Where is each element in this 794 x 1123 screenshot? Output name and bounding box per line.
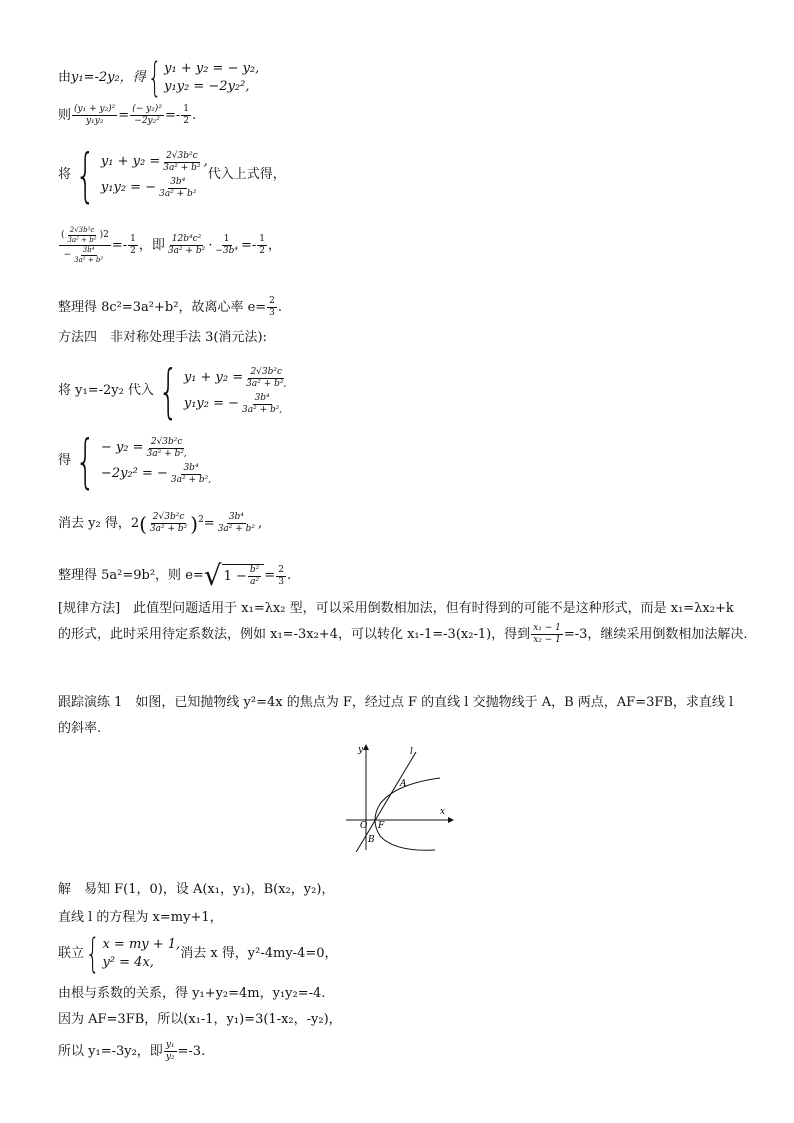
big-fraction: ( $\frac{\text{2√3b²c}}{\text{3a² + b²}}$ ) 2 − $\frac{\text{3b⁴}}{\text{3a² + b²}}$	[61, 226, 109, 264]
equation-system: { y₁ + y₂ = $\frac{\text{2√3b²c}}{\text{3a² + b²,}}$ y₁y₂ = − $\frac{\text{3b⁴}}{\text{3a² + b²,}}$	[158, 357, 287, 425]
solution-line-5: 因为 AF=3FB，所以(x₁-1，y₁)=3(1-x₂，-y₂)，	[58, 1012, 342, 1027]
eq-line-10	[58, 559, 292, 592]
eq-line-4	[58, 226, 281, 265]
label-y: y	[358, 745, 364, 755]
eq-line-9: 消去 y₂ 得，2 ( $\frac{\text{2√3b²c}}{\text{3a² + b²}}$ ) $^2$ = $\frac{\text{3b⁴}}{\text{3a² + b²}}$ ,	[58, 511, 263, 536]
equation-system: { x = my + 1, y² = 4x,	[85, 931, 181, 977]
equation-system: { y₁ + y₂ = − y₂, y₁y₂ = −2y₂²,	[147, 55, 260, 101]
eq-line-8	[58, 427, 214, 495]
system-row: y₁ + y₂ = − y₂,	[164, 61, 260, 76]
y-arrow	[363, 744, 369, 750]
text: 方法四 非对称处理手法 3(消元法):	[58, 330, 267, 345]
text: .	[277, 299, 283, 315]
text: 由	[58, 70, 72, 85]
solution-line-3: 联立 { x = my + 1, y² = 4x, 消去 x 得，y²-4my-4=0，	[58, 931, 338, 977]
label-o: O	[360, 821, 368, 831]
fraction: $\frac{\text{12b⁴c²}}{\text{3a² + b²}}$	[167, 234, 206, 256]
text: ,	[258, 515, 263, 531]
fraction: $\frac{1}{2}$	[130, 234, 136, 256]
text: =	[118, 107, 130, 123]
label-b: B	[368, 835, 375, 845]
text: ，	[268, 237, 282, 253]
fraction: $\frac{\text{2√3b²c}}{\text{3a² + b²}}$	[149, 512, 188, 534]
fraction: $\frac{2}{3}$	[278, 564, 284, 587]
text: .	[191, 107, 197, 123]
solution-line-2: 直线 l 的方程为 x=my+1，	[58, 910, 223, 925]
solution-line-6: 所以 y₁=-3y₂，即 $\frac{\text{y₁}}{\text{y₂}}$ =-3.	[58, 1040, 206, 1062]
text: y₁=-2y₂，得	[71, 70, 146, 85]
text: .	[286, 568, 292, 583]
eq-line-3	[58, 141, 286, 209]
text: =-	[164, 107, 181, 123]
fraction: $\frac{\text{(− y₂)²}}{\text{−2y₂²}}$	[132, 104, 162, 126]
label-f: F	[378, 821, 385, 831]
fraction: $\frac{\text{3b⁴}}{\text{3a² + b²}}$	[217, 512, 256, 534]
equation-system: { y₁ + y₂ = $\frac{\text{2√3b²c}}{\text{3a² + b²}}$ , y₁y₂ = − $\frac{\text{3b⁴}}{\text{3a² + b²}}$	[75, 141, 208, 209]
sqrt-body: 1 − $\frac{\text{b²}}{\text{a²}}$	[222, 564, 265, 588]
fraction: $\frac{\text{(y₁ + y₂)²}}{\text{y₁y₂}}$	[74, 104, 116, 126]
text: =-3，继续采用倒数相加法解决.	[563, 627, 748, 642]
rule-method-paragraph	[58, 596, 748, 648]
line-l	[355, 752, 416, 852]
exercise-paragraph	[58, 690, 748, 742]
text: 整理得 8c²=3a²+b²，故离心率 e=	[58, 299, 267, 315]
text: [规律方法] 此值型问题适用于 x₁=λx₂ 型，可以采用倒数相加法，但有时得到的可能不是这种形式，而是 x₁=λx₂+k 的形式，此时采用待定系数法，例如 x₁=-3x₂+4，可以转化 x₁-1=-3(x₂-1)，得到	[58, 601, 734, 642]
text: 整理得 5a²=9b²，则 e=	[58, 568, 204, 583]
text: 消去 y₂ 得，2	[58, 515, 140, 531]
text: =	[264, 568, 276, 583]
text: 则	[58, 107, 72, 123]
label-l: l	[410, 747, 413, 757]
x-arrow	[448, 817, 454, 823]
text: =-	[240, 237, 257, 253]
eq-line-1	[58, 55, 260, 101]
text: ·	[208, 237, 213, 253]
eq-line-7	[58, 357, 289, 425]
fraction: $\frac{\text{y₁}}{\text{y₂}}$	[165, 1040, 175, 1062]
fraction: $\frac{1}{\text{−3b⁴}}$	[215, 234, 238, 256]
text: ，即	[138, 237, 165, 253]
eq-line-5	[58, 296, 282, 319]
text: 得	[58, 453, 72, 468]
parabola-curve	[375, 778, 440, 850]
solution-line-4: 由根与系数的关系，得 y₁+y₂=4m，y₁y₂=-4.	[58, 986, 326, 1001]
fraction: $\frac{1}{2}$	[183, 104, 189, 126]
text: =	[203, 515, 215, 531]
parabola-figure	[340, 742, 460, 856]
text: 将	[58, 167, 72, 182]
method-four-heading	[58, 330, 267, 346]
text: =-	[111, 237, 128, 253]
eq-line-2	[58, 104, 196, 127]
sqrt-sign: √	[203, 559, 222, 592]
label-x: x	[440, 807, 446, 817]
text: 将 y₁=-2y₂ 代入	[58, 383, 154, 398]
system-row: y₁y₂ = −2y₂²,	[164, 79, 250, 94]
text: 代入上式得，	[207, 167, 286, 182]
text: 跟踪演练 1 如图，已知抛物线 y²=4x 的焦点为 F，经过点 F 的直线 l 交抛物线于 A，B 两点，AF=3FB，求直线 l 的斜率.	[58, 695, 734, 736]
fraction: $\frac{\text{x₁ − 1}}{\text{x₂ − 1}}$	[533, 623, 561, 645]
fraction: $\frac{2}{3}$	[269, 296, 275, 318]
label-a: A	[400, 779, 407, 789]
fraction: $\frac{1}{2}$	[259, 234, 266, 256]
solution-line-1: 解 易知 F(1，0)，设 A(x₁，y₁)，B(x₂，y₂)，	[58, 882, 335, 897]
equation-system: { − y₂ = $\frac{\text{2√3b²c}}{\text{3a² + b²,}}$ −2y₂² = − $\frac{\text{3b⁴}}{\text{3a² + b²,}}$	[75, 427, 212, 495]
